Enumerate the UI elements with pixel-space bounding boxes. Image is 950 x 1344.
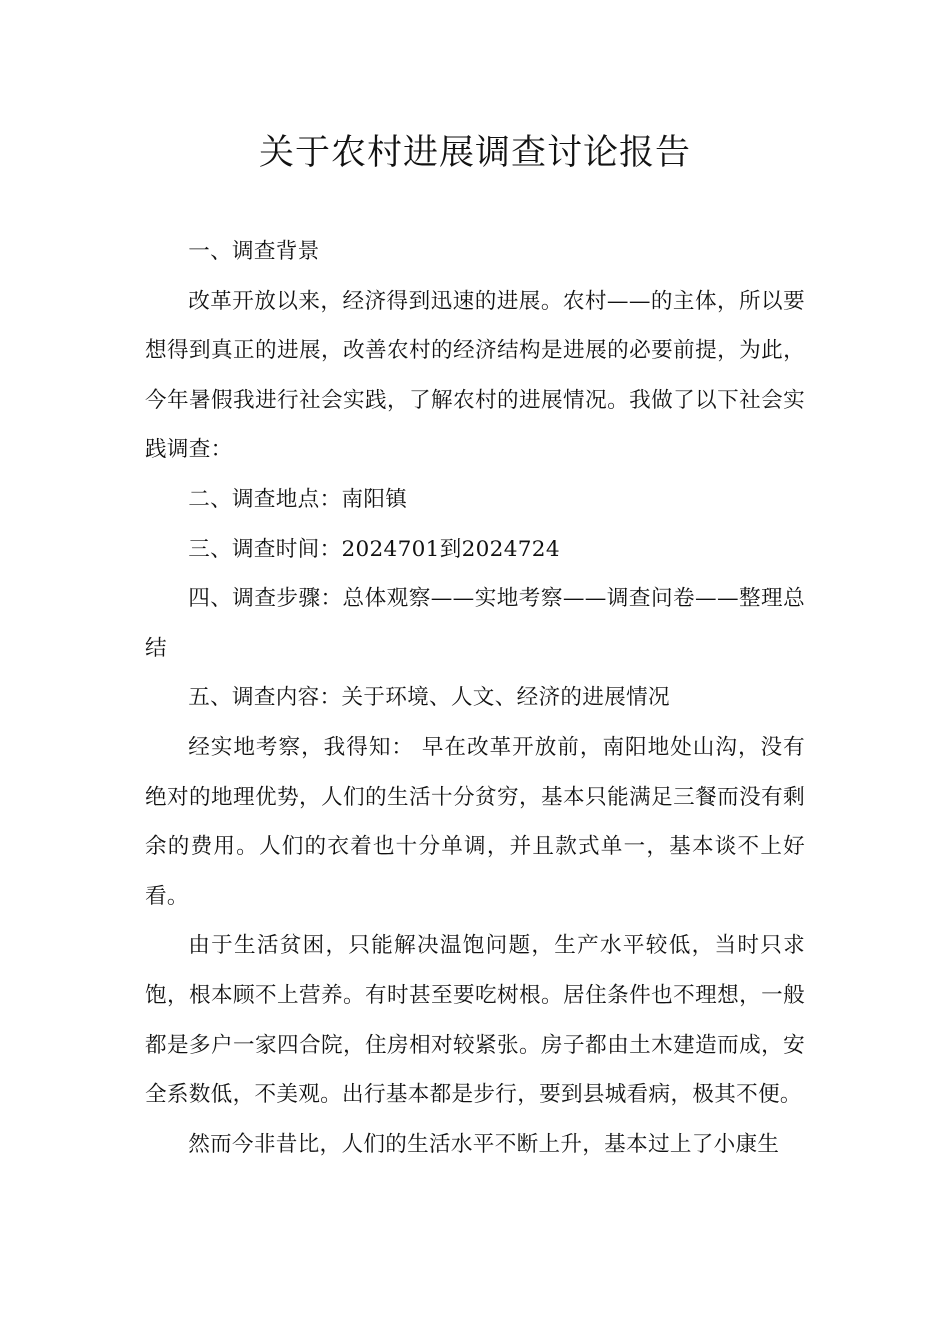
paragraph-findings: 经实地考察，我得知： 早在改革开放前，南阳地处山沟，没有绝对的地理优势，人们的生活十分贫穷，基本只能满足三餐而没有剩余的费用。人们的衣着也十分单调，并且款式单一，基本谈不上好看。 xyxy=(145,734,805,909)
document-title: 关于农村进展调查讨论报告 xyxy=(258,133,691,173)
section-steps: 四、调查步骤：总体观察——实地考察——调查问卷——整理总结 xyxy=(145,586,805,661)
section-heading-background: 一、调查背景 xyxy=(188,239,320,264)
paragraph-living-conditions: 由于生活贫困，只能解决温饱问题，生产水平较低，当时只求饱，根本顾不上营养。有时甚至要吃树根。居住条件也不理想，一般都是多户一家四合院，住房相对较紧张。房子都由土木建造而成，安全系数低，不美观。出行基本都是步行，要到县城看病，极其不便。 xyxy=(145,933,805,1108)
section-content: 五、调查内容：关于环境、人文、经济的进展情况 xyxy=(188,685,670,711)
section-location: 二、调查地点：南阳镇 xyxy=(188,486,408,512)
section-time: 三、调查时间：2024701到2024724 xyxy=(188,536,560,562)
document-body xyxy=(145,227,805,1169)
paragraph-present-day: 然而今非昔比，人们的生活水平不断上升，基本过上了小康生 xyxy=(188,1131,780,1157)
paragraph-background: 改革开放以来，经济得到迅速的进展。农村——的主体，所以要想得到真正的进展，改善农村的经济结构是进展的必要前提，为此，今年暑假我进行社会实践，了解农村的进展情况。我做了以下社会实践调查： xyxy=(145,288,805,463)
